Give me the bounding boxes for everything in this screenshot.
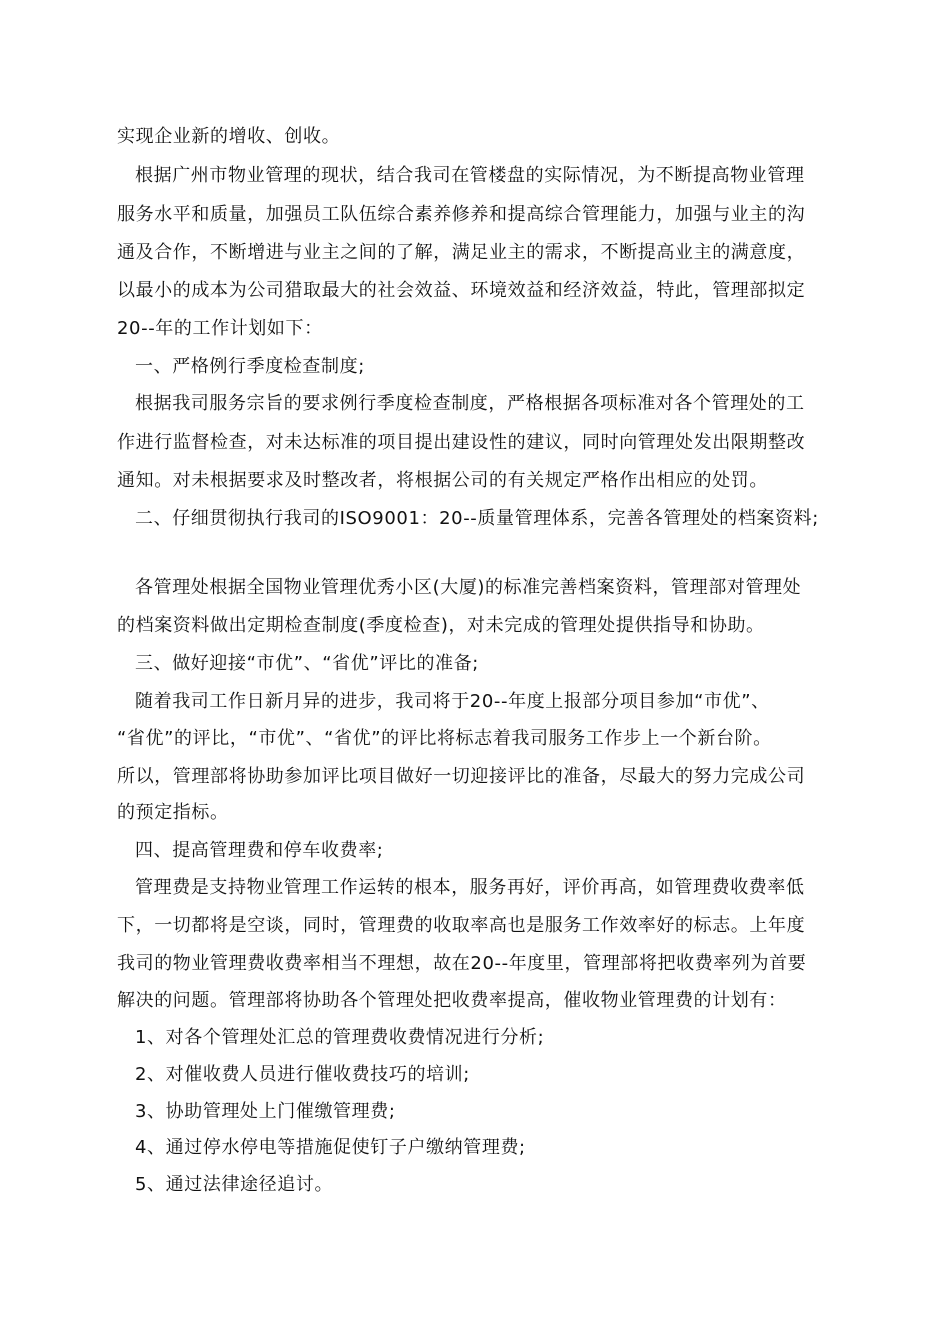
text-line: “省优”的评比，“市优”、“省优”的评比将标志着我司服务工作步上一个新台阶。 — [117, 728, 772, 749]
list-item: 4、通过停水停电等措施促使钉子户缴纳管理费; — [135, 1137, 526, 1158]
paragraph-intro: 根据广州市物业管理的现状，结合我司在管楼盘的实际情况，为不断提高物业管理 — [135, 165, 805, 186]
text-line: 通及合作，不断增进与业主之间的了解，满足业主的需求，不断提高业主的满意度， — [117, 242, 806, 263]
text-line: 的档案资料做出定期检查制度(季度检查)，对未完成的管理处提供指导和协助。 — [117, 615, 765, 636]
text-line: 随着我司工作日新月异的进步，我司将于20--年度上报部分项目参加“市优”、 — [135, 691, 770, 712]
text-line: 各管理处根据全国物业管理优秀小区(大厦)的标准完善档案资料，管理部对管理处 — [135, 577, 802, 598]
section-heading-2: 二、仔细贯彻执行我司的ISO9001：20--质量管理体系，完善各管理处的档案资料; — [135, 508, 819, 529]
section-heading-1: 一、严格例行季度检查制度; — [135, 356, 365, 377]
text-line: 管理费是支持物业管理工作运转的根本，服务再好，评价再高，如管理费收费率低 — [135, 877, 805, 898]
section-heading-3: 三、做好迎接“市优”、“省优”评比的准备; — [135, 653, 479, 674]
list-item: 5、通过法律途径追讨。 — [135, 1174, 334, 1195]
text-line: 下，一切都将是空谈，同时，管理费的收取率高也是服务工作效率好的标志。上年度 — [117, 915, 806, 936]
text-line: 以最小的成本为公司猎取最大的社会效益、环境效益和经济效益，特此，管理部拟定 — [117, 280, 806, 301]
text-line: 通知。对未根据要求及时整改者，将根据公司的有关规定严格作出相应的处罚。 — [117, 470, 768, 491]
text-line: 解决的问题。管理部将协助各个管理处把收费率提高，催收物业管理费的计划有： — [117, 990, 787, 1011]
text-line: 根据我司服务宗旨的要求例行季度检查制度，严格根据各项标准对各个管理处的工 — [135, 393, 805, 414]
text-line: 服务水平和质量，加强员工队伍综合素养修养和提高综合管理能力，加强与业主的沟 — [117, 204, 806, 225]
text-line: 20--年的工作计划如下： — [117, 318, 323, 339]
list-item: 2、对催收费人员进行催收费技巧的培训; — [135, 1064, 470, 1085]
list-item: 3、协助管理处上门催缴管理费; — [135, 1101, 396, 1122]
text-line: 的预定指标。 — [117, 802, 229, 823]
text-line: 我司的物业管理费收费率相当不理想，故在20--年度里，管理部将把收费率列为首要 — [117, 953, 807, 974]
text-line: 实现企业新的增收、创收。 — [117, 126, 341, 147]
text-line: 所以，管理部将协助参加评比项目做好一切迎接评比的准备，尽最大的努力完成公司 — [117, 766, 806, 787]
list-item: 1、对各个管理处汇总的管理费收费情况进行分析; — [135, 1027, 545, 1048]
text-line: 作进行监督检查，对未达标准的项目提出建设性的建议，同时向管理处发出限期整改 — [117, 432, 806, 453]
section-heading-4: 四、提高管理费和停车收费率; — [135, 840, 384, 861]
